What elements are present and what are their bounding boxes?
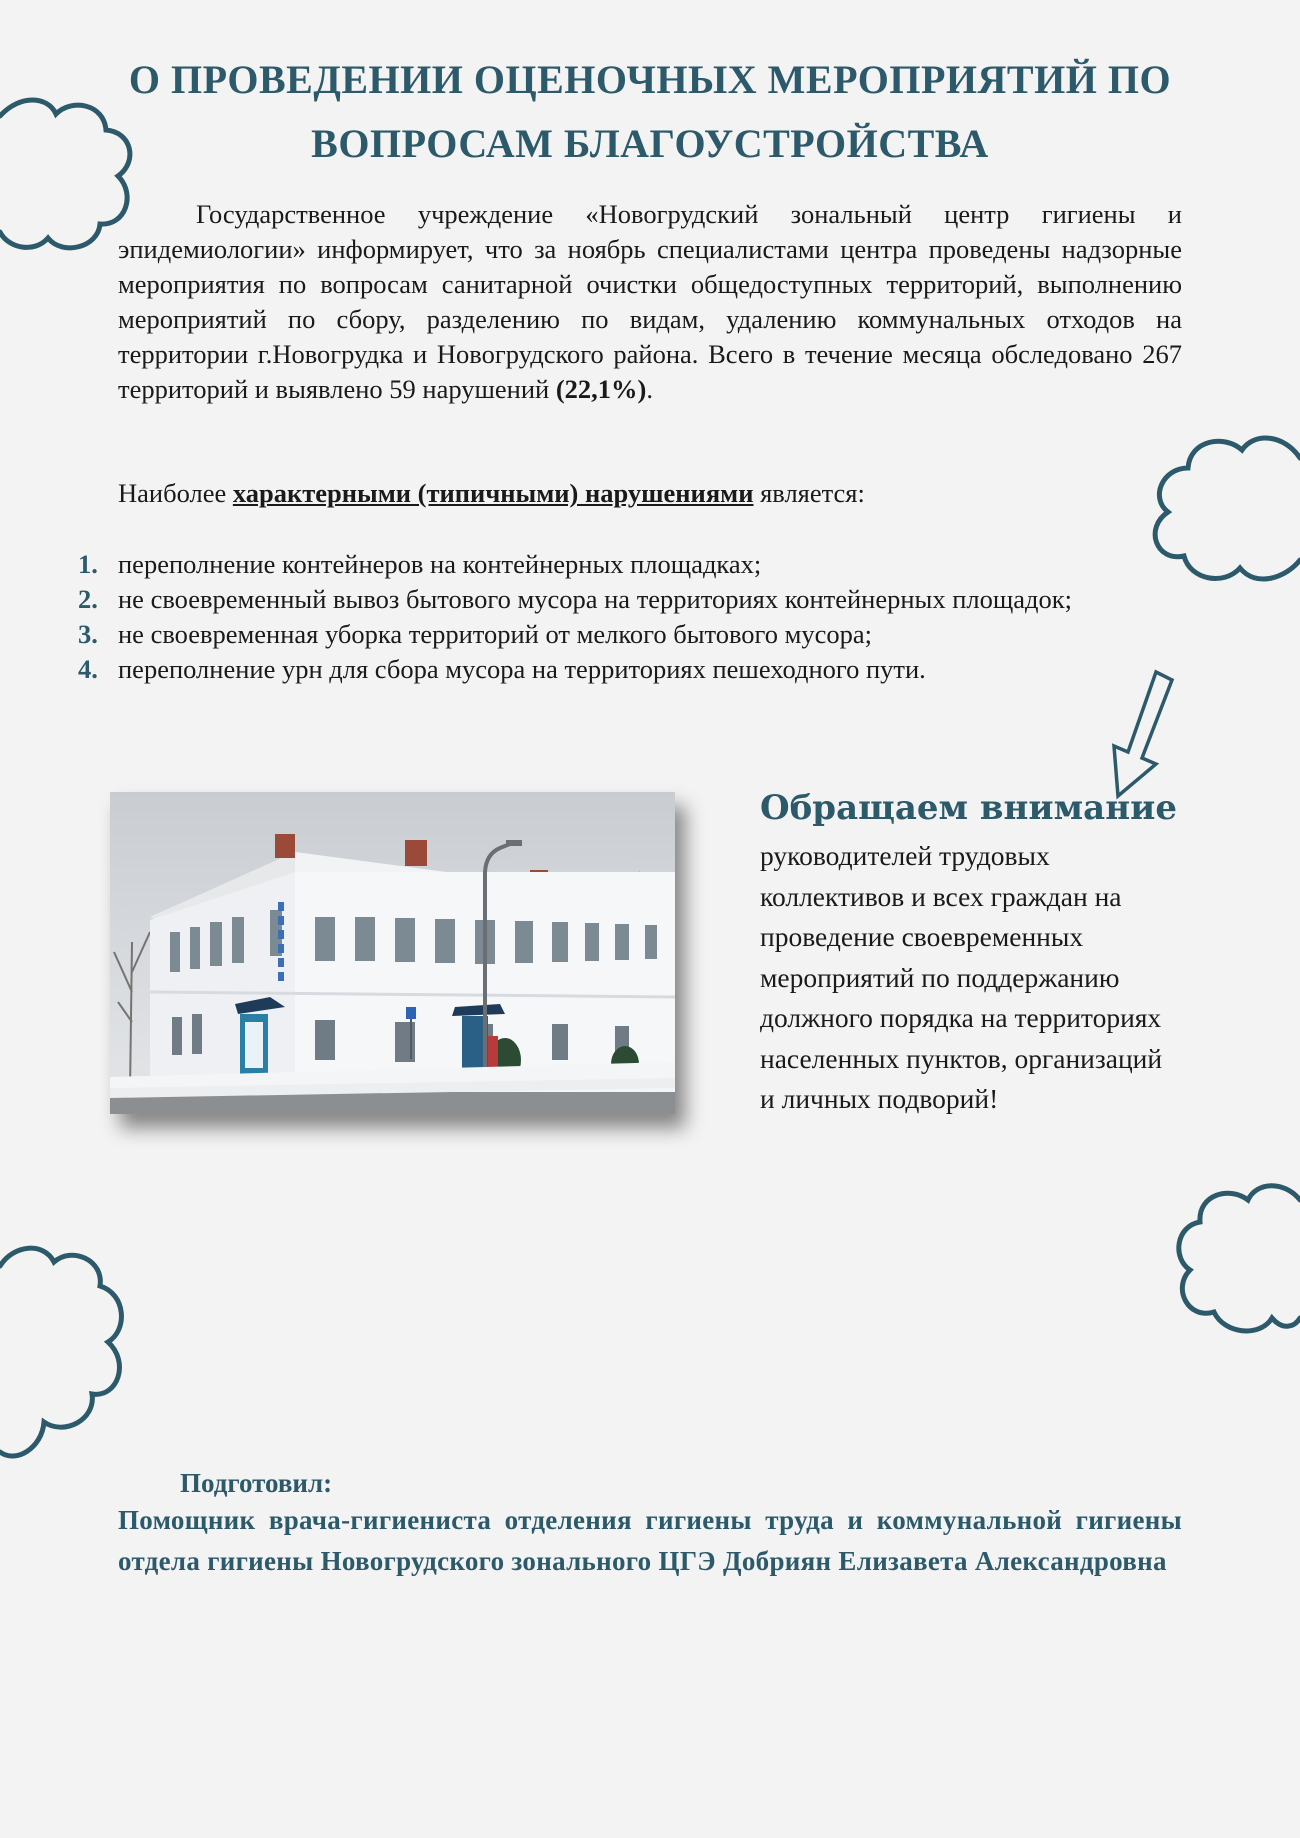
typical-emphasis: характерными (типичными) нарушениями: [232, 478, 754, 508]
arrow-down-left-icon: [1100, 668, 1180, 804]
list-item: [70, 547, 1182, 582]
title-line-1: О ПРОВЕДЕНИИ ОЦЕНОЧНЫХ МЕРОПРИЯТИЙ ПО: [128, 57, 1172, 102]
page-title: [120, 48, 1180, 176]
author-info: Помощник врача-гигиениста отделения гигиены труда и коммунальной гигиены отдела гигиены Новогрудского зонального ЦГЭ Добриян Елизавета Александровна: [118, 1505, 1182, 1576]
list-item-text: не своевременная уборка территорий от мелкого бытового мусора;: [118, 619, 873, 649]
title-line-2: ВОПРОСАМ БЛАГОУСТРОЙСТВА: [311, 121, 989, 166]
list-item-text: переполнение урн для сбора мусора на территориях пешеходного пути.: [118, 654, 926, 684]
prepared-by-label: Подготовил:: [180, 1468, 333, 1498]
list-item-text: не своевременный вывоз бытового мусора на территориях контейнерных площадок;: [118, 584, 1073, 614]
list-item-text: переполнение контейнеров на контейнерных площадках;: [118, 549, 762, 579]
intro-end: .: [646, 374, 653, 404]
typical-violations-heading: [118, 476, 1182, 511]
intro-paragraph: [118, 197, 1182, 407]
cloud-icon-bottom-left: [0, 1238, 130, 1468]
building-photo: [110, 792, 675, 1114]
typical-suffix: является:: [753, 478, 865, 508]
attention-heading: Обращаем внимание: [760, 788, 1177, 828]
list-item: [70, 652, 1182, 687]
intro-text: Государственное учреждение «Новогрудский зональный центр гигиены и эпидемиологии» информирует, что за ноябрь специалистами центра проведены надзорные мероприятия по вопросам санитарной очистки общедоступных территорий, выполнению мероприятий по сбору, разделению по видам, удалению коммунальных отходов на территории г.Новогрудка и Новогрудского района. Всего в течение месяца обследовано 267 территорий и выявлено 59 нарушений: [118, 199, 1182, 404]
list-item-number: 3.: [78, 619, 98, 649]
list-item-number: 4.: [78, 654, 98, 684]
list-item: [70, 617, 1182, 652]
violations-list: [70, 547, 1182, 687]
typical-prefix: Наиболее: [118, 478, 233, 508]
list-item-number: 2.: [78, 584, 98, 614]
list-item-number: 1.: [78, 549, 98, 579]
attention-text: руководителей трудовых коллективов и всех граждан на проведение своевременных мероприятий по поддержанию должного порядка на территориях населенных пунктов, организаций и личных подворий!: [760, 840, 1163, 1114]
violation-percent: (22,1%): [555, 374, 647, 404]
cloud-icon-right-lower: [1168, 1178, 1300, 1338]
list-item: [70, 582, 1182, 617]
